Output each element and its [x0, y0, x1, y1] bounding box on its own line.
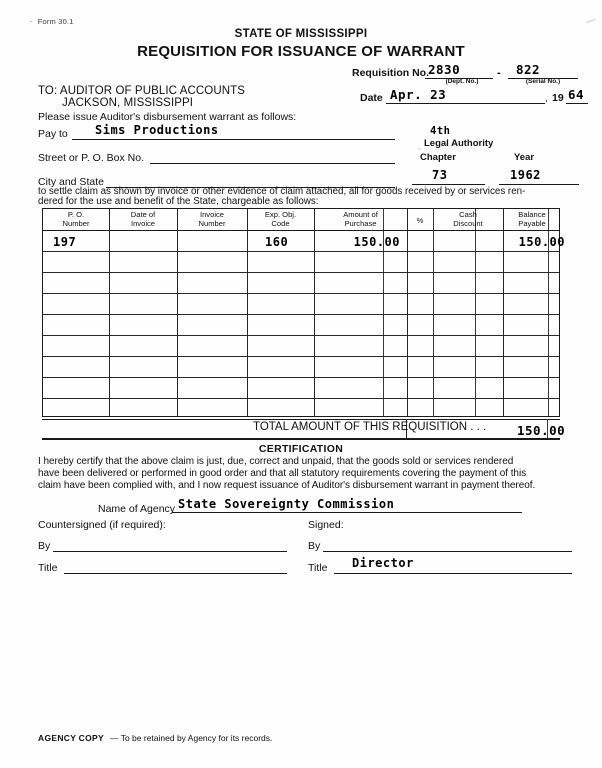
- column-divider-5: [407, 209, 408, 416]
- total-row-bottom-rule: [42, 438, 560, 440]
- requisition-dash: -: [497, 67, 501, 79]
- col-header-po-number-l2: Number: [62, 218, 90, 228]
- agency-name-label: Name of Agency: [98, 503, 176, 515]
- legal-authority-chapter-rule: [412, 184, 485, 185]
- pay-to-value: Sims Productions: [95, 123, 219, 137]
- date-label: Date: [360, 92, 383, 104]
- title-label-right: Title: [308, 562, 328, 574]
- date-value: Apr. 23: [390, 87, 447, 102]
- requisition-number-label: Requisition No.: [352, 67, 429, 79]
- by-label-left: By: [38, 540, 51, 552]
- certification-line-2: have been delivered or performed in good order and that all statutory requirements covering the payment of this: [38, 468, 527, 479]
- column-divider-4: [314, 209, 315, 416]
- total-amount-value: 150.00: [517, 423, 566, 438]
- col-header-exp-obj-code-l2: Code: [271, 218, 290, 228]
- year-rule: [566, 103, 588, 104]
- form-number: [30, 17, 74, 26]
- agency-name-rule: [172, 512, 522, 513]
- scan-artifact: [586, 19, 596, 24]
- col-header-percent: [407, 217, 433, 226]
- legal-authority-section: 4th: [430, 125, 451, 137]
- claim-statement-line-2: dered for the use and benefit of the State, chargeable as follows:: [38, 196, 319, 207]
- requisition-serial-caption: (Serial No.): [525, 78, 561, 85]
- cell-po-number: 197: [53, 235, 77, 249]
- pay-to-rule: [72, 139, 395, 140]
- title-rule-right: [334, 573, 572, 574]
- agency-name-value: State Sovereignty Commission: [178, 497, 395, 511]
- row-divider-7: [43, 377, 559, 378]
- col-header-date-of-invoice-l2: Invoice: [130, 218, 156, 228]
- title-rule-left: [64, 573, 287, 574]
- column-divider-2: [177, 209, 178, 416]
- row-divider-3: [43, 293, 559, 294]
- total-row-top-rule: [42, 419, 560, 420]
- col-header-balance-payable-l1: Balance: [518, 210, 546, 219]
- col-header-po-number-l1: P. O.: [67, 210, 85, 219]
- certification-heading: CERTIFICATION: [258, 443, 344, 455]
- certification-line-1: I hereby certify that the above claim is just, due, correct and unpaid, that the goods sold or services rendered: [38, 456, 514, 467]
- form-number-text: Form 30.1: [37, 17, 74, 26]
- col-header-cash-discount-l2: Discount: [453, 218, 483, 228]
- footer-copy-type: AGENCY COPY: [38, 733, 104, 743]
- street-rule: [150, 163, 395, 164]
- by-label-right: By: [308, 540, 321, 552]
- form-number-dash: -: [30, 17, 33, 26]
- year-prefix: 19: [552, 92, 564, 104]
- countersigned-label: Countersigned (if required):: [38, 519, 166, 531]
- row-divider-6: [43, 356, 559, 357]
- row-divider-1: [43, 251, 559, 252]
- date-comma: ,: [545, 93, 548, 104]
- by-rule-left: [53, 551, 287, 552]
- date-rule: [386, 103, 545, 104]
- year-value: 64: [568, 87, 585, 102]
- title-label-left: Title: [38, 562, 58, 574]
- legal-authority-title: Legal Authority: [424, 138, 494, 149]
- col-header-po-number: [43, 211, 109, 228]
- requisition-dept-caption: (Dept. No.): [445, 78, 479, 85]
- col-header-percent-l1: %: [416, 216, 424, 225]
- row-divider-8: [43, 398, 559, 399]
- scan-artifact: [418, 148, 421, 150]
- addressee-line-1: TO: AUDITOR OF PUBLIC ACCOUNTS: [38, 85, 246, 97]
- footer-note: — To be retained by Agency for its records.: [110, 733, 273, 743]
- discount-cents-divider: [475, 209, 476, 416]
- col-header-exp-obj-code-l1: Exp. Obj.: [264, 210, 297, 219]
- legal-authority-year-value: 1962: [510, 168, 541, 182]
- title-value-right: Director: [352, 556, 414, 570]
- table-header-rule: [43, 230, 559, 231]
- legal-authority-year-label: Year: [514, 152, 535, 163]
- col-header-balance-payable-l2: Payable: [518, 218, 546, 228]
- row-divider-5: [43, 335, 559, 336]
- total-amount-label: TOTAL AMOUNT OF THIS REQUISITION . . .: [253, 421, 487, 433]
- signed-label: Signed:: [308, 519, 344, 531]
- pay-to-label: Pay to: [38, 128, 68, 140]
- street-label: Street or P. O. Box No.: [38, 152, 145, 164]
- requisition-line-items-table: [42, 208, 565, 417]
- col-header-amount-of-purchase-l2: Purchase: [344, 218, 377, 228]
- city-state-label: City and State: [38, 176, 104, 188]
- requisition-dept-number-value: 2830: [428, 62, 461, 77]
- col-header-amount-of-purchase-l1: Amount of: [343, 210, 378, 219]
- col-header-invoice-number: [177, 211, 247, 228]
- col-header-date-of-invoice: [109, 211, 177, 228]
- cell-exp-obj-code: 160: [265, 235, 289, 249]
- col-header-exp-obj-code: [247, 211, 314, 228]
- percent-divider: [433, 209, 434, 416]
- col-header-cash-discount-l1: Cash: [459, 210, 477, 219]
- cell-amount-of-purchase: 150.00: [353, 235, 400, 249]
- row-divider-2: [43, 272, 559, 273]
- instruction-text: Please issue Auditor's disbursement warrant as follows:: [38, 111, 297, 123]
- document-title: REQUISITION FOR ISSUANCE OF WARRANT: [137, 43, 465, 60]
- col-header-invoice-number-l1: Invoice: [199, 210, 225, 219]
- cell-balance-payable: 150.00: [518, 235, 565, 249]
- certification-line-3: claim have been complied with, and I now request issuance of Auditor's disbursement warrant in payment thereof.: [38, 480, 536, 491]
- state-heading: STATE OF MISSISSIPPI: [234, 28, 368, 40]
- addressee-line-2: JACKSON, MISSISSIPPI: [62, 97, 194, 109]
- requisition-serial-number-value: 822: [516, 62, 541, 77]
- col-header-balance-payable: [503, 211, 561, 228]
- col-header-cash-discount: [433, 211, 503, 228]
- legal-authority-chapter-label: Chapter: [420, 152, 456, 163]
- row-divider-4: [43, 314, 559, 315]
- claim-statement-line-1: to settle claim as shown by invoice or other evidence of claim attached, all for goods received by or services ren-: [38, 186, 526, 197]
- column-divider-1: [109, 209, 110, 416]
- column-divider-3: [247, 209, 248, 416]
- col-header-amount-of-purchase: [314, 211, 407, 228]
- legal-authority-chapter-value: 73: [432, 168, 448, 182]
- by-rule-right: [323, 551, 572, 552]
- col-header-date-of-invoice-l1: Date of: [130, 210, 156, 219]
- col-header-invoice-number-l2: Number: [198, 218, 226, 228]
- legal-authority-year-rule: [499, 184, 579, 185]
